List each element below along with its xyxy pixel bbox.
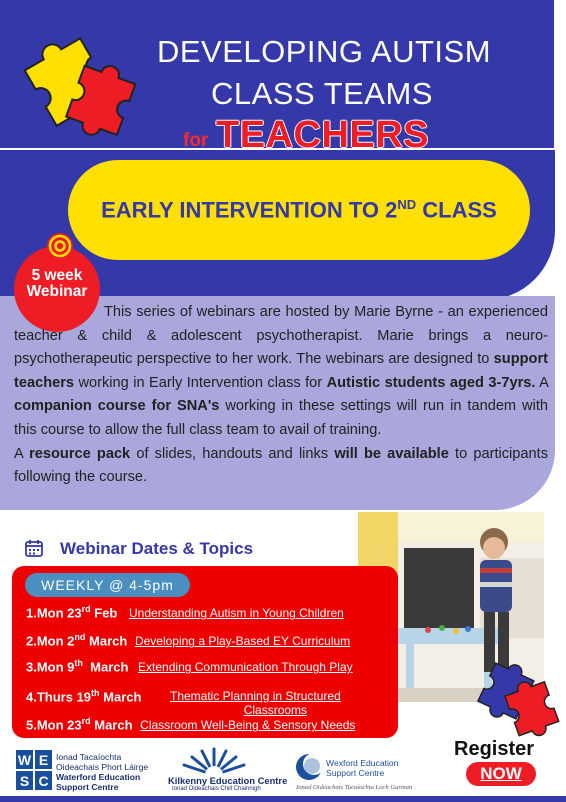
target-icon: [46, 232, 74, 260]
wesc-logo-icon: [16, 750, 52, 790]
description-text: This series of webinars are hosted by Marie Byrne - an experienced teacher & child & adolescent psychotherapist. Marie brings a neuro-psychotherapeutic perspective to her work. The webinars are designed to support teachers working in Early Intervention class for Autistic students aged 3-7yrs. A companion course for SNA's working in these settings will run in tandem with this course to allow the full class team to avail of training. A resource pack of slides, handouts and links will be available to participants following the course.: [14, 304, 548, 486]
session-topic-link[interactable]: Thematic Planning in Structured Classrooms: [170, 689, 341, 717]
session-topic-link[interactable]: Understanding Autism in Young Children: [129, 606, 344, 621]
title-line-2: CLASS TEAMS: [210, 76, 433, 111]
svg-text:S: S: [19, 773, 30, 789]
for-label: for: [183, 130, 209, 151]
wesc-name: Ionad Tacaíochta Oideachais Phort Láirge Waterford Education Support Centre: [56, 752, 149, 792]
weekly-time-pill: WEEKLY @ 4-5pm: [25, 573, 190, 597]
session-row: 5.Mon 23rd March Classroom Well-Being & Sensory Needs: [26, 716, 356, 733]
wexford-name: Wexford Education Support Centre: [326, 758, 399, 778]
title-line-1: DEVELOPING AUTISM: [156, 34, 492, 69]
svg-text:W: W: [17, 752, 32, 768]
session-row: 3.Mon 9th March Extending Communication Through Play: [26, 658, 353, 675]
puzzle-pieces-icon: [470, 654, 562, 738]
subtitle-text: EARLY INTERVENTION TO 2ND CLASS: [101, 196, 497, 223]
bottom-bar: [0, 796, 566, 802]
register-label: Register: [454, 738, 535, 760]
kilkenny-irish-name: Ionad Oideachais Chill Chainnigh: [172, 786, 261, 792]
wexford-irish-name: Ionad Oideachais Tacaíochta Loch Garman: [296, 784, 413, 791]
register-now-button[interactable]: NOW: [466, 762, 536, 786]
session-topic-link[interactable]: Developing a Play-Based EY Curriculum: [134, 634, 351, 649]
badge-text: 5 week Webinar: [26, 267, 88, 300]
svg-text:C: C: [38, 773, 49, 789]
calendar-icon: [24, 538, 44, 558]
session-topic-link[interactable]: Classroom Well-Being & Sensory Needs: [140, 718, 356, 733]
session-row: 4.Thurs 19th March: [26, 688, 142, 705]
wexford-logo-icon: [294, 752, 324, 782]
kilkenny-sunburst-icon: [176, 745, 252, 777]
session-row: 2.Mon 2nd March Developing a Play-Based EY Curriculum: [26, 632, 351, 649]
subtitle-pill: [68, 160, 530, 260]
kilkenny-name: Kilkenny Education Centre: [168, 775, 288, 786]
session-row: 1.Mon 23rd Feb Understanding Autism in Young Children: [26, 604, 344, 621]
dates-heading: Webinar Dates & Topics: [60, 539, 254, 558]
audience-title: TEACHERS: [216, 114, 430, 156]
session-topic-link[interactable]: Extending Communication Through Play: [138, 660, 353, 675]
svg-text:E: E: [38, 752, 49, 768]
